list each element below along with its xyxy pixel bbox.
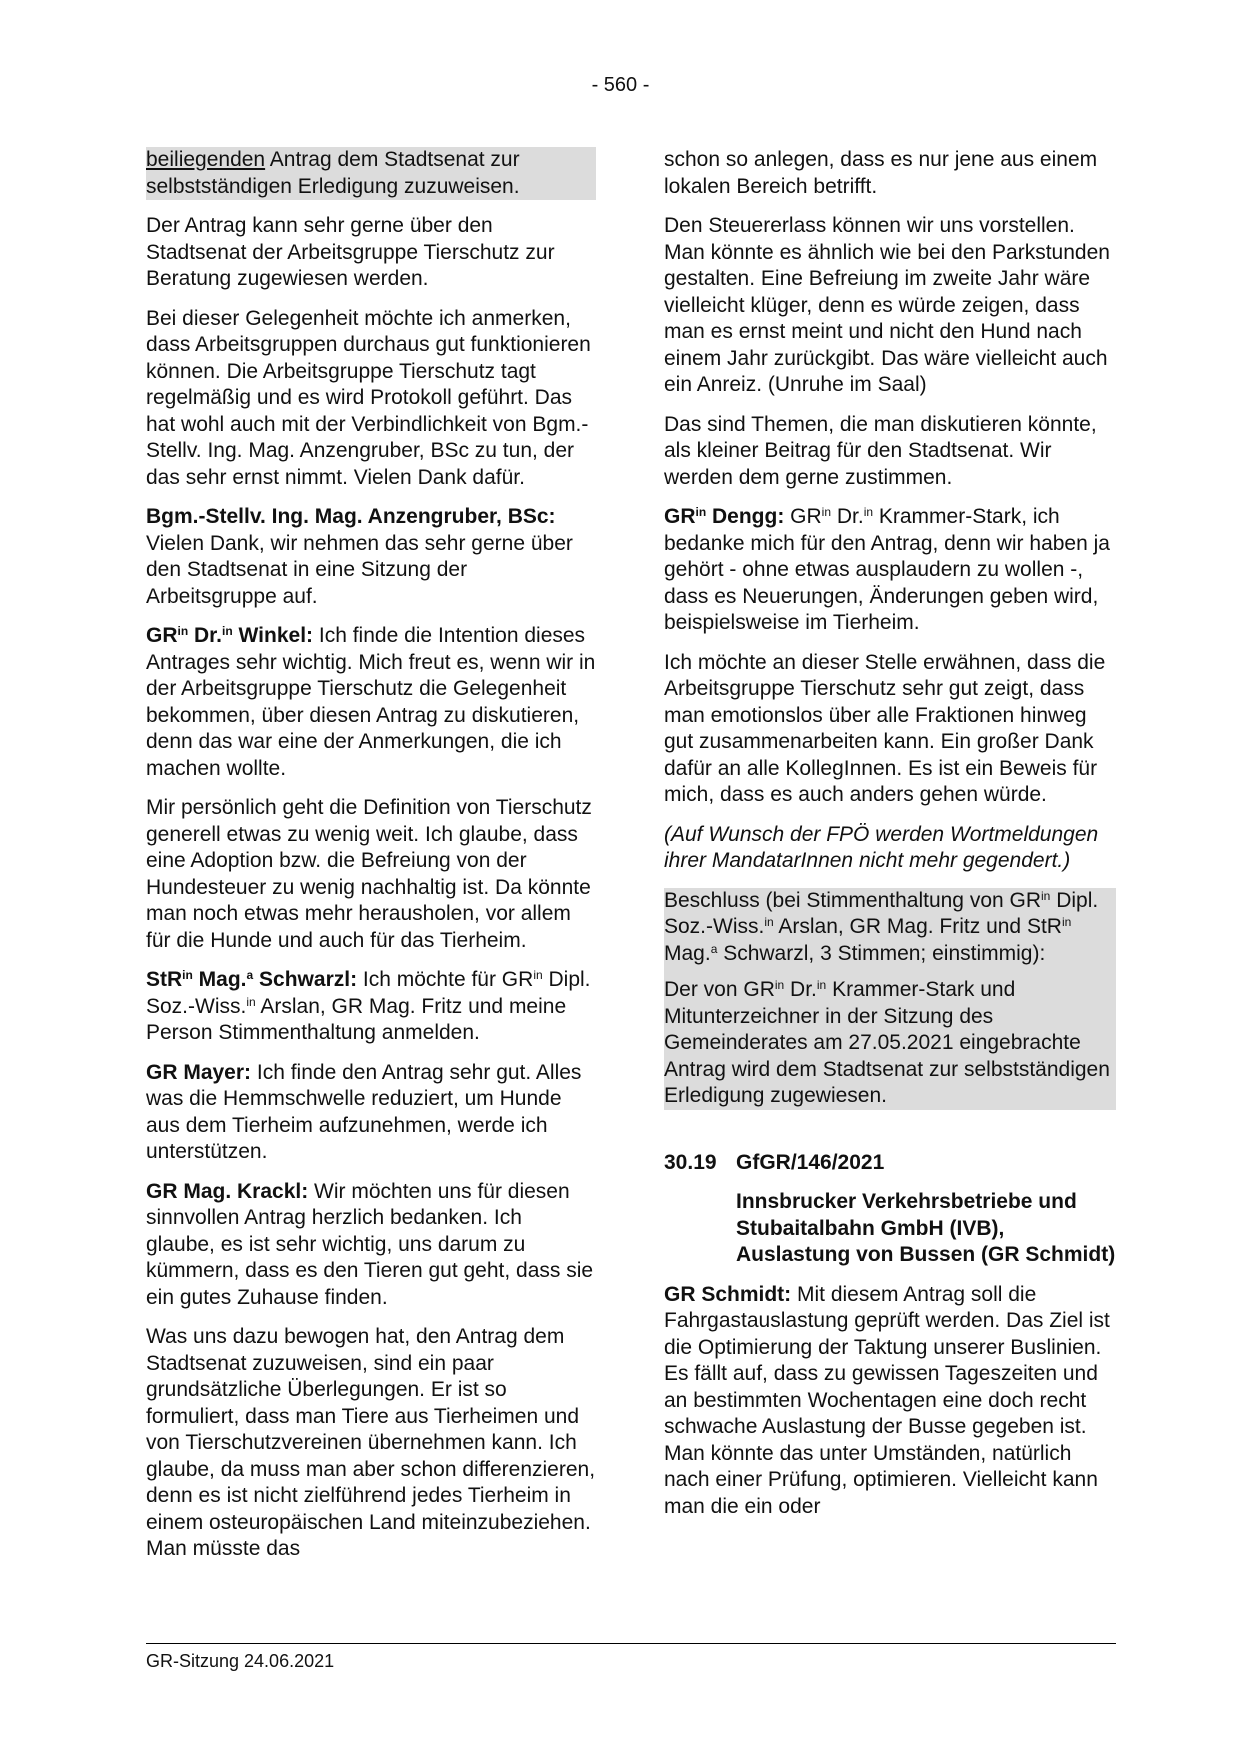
speech-krackl: GR Mag. Krackl: Wir möchten uns für diesen sinnvollen Antrag herzlich bedanken. Ich glaube, es ist sehr wichtig, uns darum zu kümmern, dass es den Tieren gut geht, dass sie ein gutes Zuhause finden.	[146, 1179, 594, 1309]
speech-dengg: $GR^{in}$ Dengg: $GR^{in}$ Dr.$^{in}$ Krammer-Stark, ich bedanke mich für den Antrag, denn wir haben ja gehört - ohne etwas ausplaudern zu wollen -, dass es Neuerungen, Änderungen geben wird, beispielsweise im Tierheim.	[664, 505, 1110, 634]
footer-text: GR-Sitzung 24.06.2021	[146, 1651, 335, 1671]
speech-schmidt: GR Schmidt: Mit diesem Antrag soll die Fahrgastauslastung geprüft werden. Das Ziel ist die Optimierung der Taktung unserer Buslinien. Es fällt auf, dass zu gewissen Tageszeiten und an bestimmten Wochentagen eine doch recht schwache Auslastung der Busse gegeben ist. Man könnte das unter Umständen, natürlich nach einer Prüfung, optimieren. Vielleicht kann man die ein oder	[664, 1282, 1110, 1518]
speaker-name: $GR^{in}$ Dr.$^{in}$ Winkel:	[146, 624, 314, 647]
speaker-name: Bgm.-Stellv. Ing. Mag. Anzengruber, BSc:	[146, 505, 556, 528]
section-reference: GfGR/146/2021	[736, 1150, 885, 1174]
section-heading	[664, 1150, 1116, 1177]
speaker-name: StR$^{in}$ Mag.$^a$ Schwarzl:	[146, 968, 358, 991]
paragraph: Mir persönlich geht die Definition von Tierschutz generell etwas zu wenig weit. Ich glaube, dass eine Adoption bzw. die Befreiung von der Hundesteuer zu wenig nachhaltig ist. Da könnte man noch etwas mehr herausholen, vor allem für die Hunde und auch für das Tierheim.	[146, 796, 592, 952]
left-column	[146, 147, 596, 1576]
speech-mayer: GR Mayer: Ich finde den Antrag sehr gut. Alles was die Hemmschwelle reduziert, um Hunde aus dem Tierheim aufzunehmen, werde ich unterstützen.	[146, 1060, 582, 1163]
speaker-name: $GR^{in}$ Dengg:	[664, 505, 785, 528]
footer-rule	[146, 1643, 1116, 1644]
resolution-vote: Beschluss (bei Stimmenthaltung von $GR^{in}$ Dipl. Soz.-Wiss.$^{in}$ Arslan, GR Mag. Fritz und StR$^{in}$ Mag.$^a$ Schwarzl, 3 Stimmen; einstimmig):	[664, 888, 1099, 965]
paragraph: Was uns dazu bewogen hat, den Antrag dem Stadtsenat zuzuweisen, sind ein paar grundsätzliche Überlegungen. Er ist so formuliert, dass man Tiere aus Tierheimen und von Tierschutzvereinen übernehmen kann. Ich glaube, da muss man aber schon differenzieren, denn es ist nicht zielführend jedes Tierheim in einem osteuropäischen Land miteinzubeziehen. Man müsste das	[146, 1325, 596, 1560]
right-column	[664, 147, 1116, 1533]
editorial-note: (Auf Wunsch der FPÖ werden Wortmeldungen ihrer MandatarInnen nicht mehr gegendert.)	[664, 822, 1099, 872]
page-number: - 560 -	[591, 74, 650, 96]
speech-schwarzl: StR$^{in}$ Mag.$^a$ Schwarzl: Ich möchte für $GR^{in}$ Dipl. Soz.-Wiss.$^{in}$ Arslan, GR Mag. Fritz und meine Person Stimmenthaltung anmelden.	[146, 968, 591, 1044]
paragraph: Bei dieser Gelegenheit möchte ich anmerken, dass Arbeitsgruppen durchaus gut funktionieren können. Die Arbeitsgruppe Tierschutz tagt regelmäßig und es wird Protokoll geführt. Das hat wohl auch mit der Verbindlichkeit von Bgm.-Stellv. Ing. Mag. Anzengruber, BSc zu tun, der das sehr ernst nimmt. Vielen Dank dafür.	[146, 306, 591, 489]
paragraph: schon so anlegen, dass es nur jene aus einem lokalen Bereich betrifft.	[664, 148, 1098, 198]
section-title: Innsbrucker Verkehrsbetriebe und Stubaitalbahn GmbH (IVB), Auslastung von Bussen (GR Schmidt)	[736, 1190, 1116, 1266]
paragraph: Ich möchte an dieser Stelle erwähnen, dass die Arbeitsgruppe Tierschutz sehr gut zeigt, dass man emotionslos über alle Fraktionen hinweg gut zusammenarbeiten kann. Ein großer Dank dafür an alle KollegInnen. Es ist ein Beweis für mich, dass es auch anders gehen würde.	[664, 650, 1106, 806]
resolution-continuation: beiliegenden Antrag dem Stadtsenat zur selbstständigen Erledigung zuzuweisen.	[146, 147, 596, 200]
paragraph: Den Steuererlass können wir uns vorstellen. Man könnte es ähnlich wie bei den Parkstunden gestalten. Eine Befreiung im zweite Jahr wäre vielleicht klüger, denn es würde zeigen, dass man es ernst meint und nicht den Hund nach einem Jahr zurückgibt. Das wäre vielleicht auch ein Anreiz. (Unruhe im Saal)	[664, 214, 1110, 396]
paragraph: Der Antrag kann sehr gerne über den Stadtsenat der Arbeitsgruppe Tierschutz zur Beratung zugewiesen werden.	[146, 214, 555, 290]
speaker-name: GR Mayer:	[146, 1060, 252, 1084]
resolution-box	[664, 888, 1116, 1110]
section-number: 30.19	[664, 1150, 717, 1174]
resolution-text: Der von $GR^{in}$ Dr.$^{in}$ Krammer-Stark und Mitunterzeichner in der Sitzung des Gemeinderates am 27.05.2021 eingebrachte Antrag wird dem Stadtsenat zur selbstständigen Erledigung zugewiesen.	[664, 978, 1110, 1107]
speech-anzengruber: Bgm.-Stellv. Ing. Mag. Anzengruber, BSc: Vielen Dank, wir nehmen das sehr gerne über den Stadtsenat in eine Sitzung der Arbeitsgruppe auf.	[146, 505, 573, 608]
speaker-name: GR Mag. Krackl:	[146, 1179, 309, 1203]
paragraph: Das sind Themen, die man diskutieren könnte, als kleiner Beitrag für den Stadtsenat. Wir werden dem gerne zustimmen.	[664, 412, 1097, 489]
speaker-name: GR Schmidt:	[664, 1282, 792, 1306]
speech-winkel: $GR^{in}$ Dr.$^{in}$ Winkel: Ich finde die Intention dieses Antrages sehr wichtig. Mich freut es, wenn wir in der Arbeitsgruppe Tierschutz die Gelegenheit bekommen, über diesen Antrag zu diskutieren, denn das war eine der Anmerkungen, die ich machen wollte.	[146, 624, 596, 780]
underlined-word: beiliegenden	[146, 148, 266, 171]
